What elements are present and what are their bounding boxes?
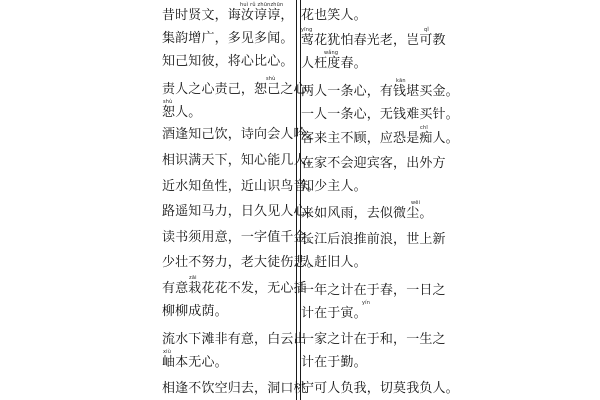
text-line: 长江后浪推前浪，世上新: [301, 232, 446, 247]
pinyin-note: shù: [163, 99, 173, 105]
text-line: 宁可人负我，切莫我负人。: [301, 381, 459, 396]
text-line: 客来主不顾，应恐是痴人。: [301, 131, 459, 146]
text-line: 相识满天下，知心能几人。: [162, 153, 320, 168]
text-line: 岫本无心。: [162, 355, 228, 370]
pinyin-note: kān: [396, 78, 406, 84]
pinyin-note: xiù: [163, 349, 172, 355]
text-line: 一人一条心，无钱难买针。: [301, 107, 459, 122]
text-line: 知少主人。: [301, 179, 367, 194]
text-line: 莺花犹怕春光老，岂可教: [301, 33, 446, 48]
pinyin-note: wēi: [411, 200, 421, 206]
pinyin-note: qǐ: [424, 27, 429, 33]
text-line: 读书须用意，一字值千金。: [162, 230, 320, 245]
pinyin-note: yīng: [301, 27, 313, 33]
right-text-column: [300, 0, 459, 400]
text-line: 一家之计在于和，一生之: [301, 332, 446, 347]
text-line: 恕人。: [162, 105, 202, 120]
text-line: 两人一条心，有钱堪买金。: [301, 84, 459, 99]
text-line: 一年之计在于春，一日之: [301, 283, 446, 298]
text-line: 流水下滩非有意，白云出: [162, 332, 307, 347]
pinyin-note: yín: [362, 300, 371, 306]
text-line: 计在于勤。: [301, 355, 367, 370]
text-line: 集韵增广，多见多闻。: [162, 31, 294, 46]
pinyin-note: huì rǔ zhūnzhūn: [240, 2, 284, 8]
text-line: 有意栽花花不发，无心插: [162, 281, 307, 296]
text-line: 人赶旧人。: [301, 255, 367, 270]
pinyin-note: shù: [266, 76, 276, 82]
text-line: 相逢不饮空归去，洞口桃: [162, 381, 307, 396]
pinyin-note: wǎng: [324, 50, 339, 56]
text-line: 在家不会迎宾客，出外方: [301, 156, 446, 171]
text-line: 少壮不努力，老大徒伤悲。: [162, 255, 320, 270]
text-line: 酒逢知己饮，诗向会人吟。: [162, 127, 320, 142]
text-line: 昔时贤文，诲汝谆谆，: [162, 8, 294, 23]
text-line: 近水知鱼性，近山识鸟音。: [162, 179, 320, 194]
text-line: 路遥知马力，日久见人心。: [162, 204, 320, 219]
pinyin-note: zāi: [189, 275, 197, 281]
text-line: 计在于寅。: [301, 306, 367, 321]
text-line: 柳柳成荫。: [162, 304, 228, 319]
text-line: 来如风雨，去似微尘。: [301, 206, 433, 221]
text-line: 责人之心责己，恕己之心: [162, 82, 307, 97]
text-line: 花也笑人。: [301, 8, 367, 23]
text-line: 知己知彼，将心比心。: [162, 54, 294, 69]
text-line: 人枉度春。: [301, 56, 367, 71]
pinyin-note: chī: [420, 125, 428, 131]
